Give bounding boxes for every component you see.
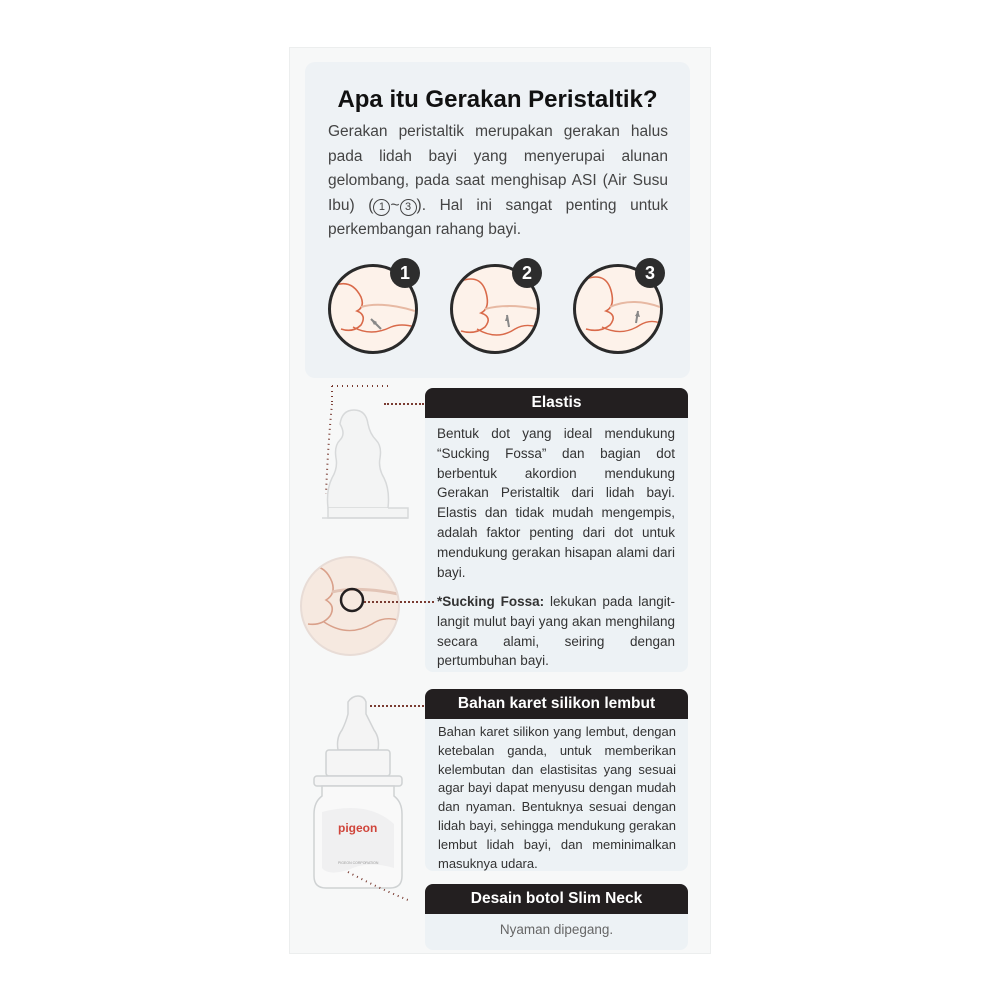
section-header-slimneck: Desain botol Slim Neck [425,884,688,914]
bottle-illustration [308,692,408,932]
silikon-body: Bahan karet silikon yang lembut, dengan ketebalan ganda, untuk memberikan kelembutan dan elastisitas yang sesuai agar bayi dapat menyusu dengan mudah dan nyaman. Bentuknya sesuai dengan lidah bayi, sehingga mendukung gerakan lembut lidah bayi, dan meminimalkan masuknya udara. [438,724,676,871]
intro-text: Gerakan peristaltik merupakan gerakan halus pada lidah bayi yang menyerupai alunan gelombang, pada saat menghisap ASI (Air Susu Ibu) ( 1 ~ 3 ). Hal ini sangat penting untuk perkembangan rahang bayi. [328,123,668,239]
step-2-illustration [450,258,546,358]
sucking-fossa-note: *Sucking Fossa: lekukan pada langit-langit mulut bayi yang akan menghilang secara alami, seiring dengan pertumbuhan bayi. [437,594,675,669]
leader-line [384,403,424,405]
step-1-illustration [328,258,424,358]
brand-logo: pigeon [338,821,378,835]
step-number: 1 [390,258,420,288]
circled-number-3: 3 [400,199,417,216]
page-title: Apa itu Gerakan Peristaltik? [337,86,658,113]
step-number: 2 [512,258,542,288]
elastis-body: Bentuk dot yang ideal mendukung “Sucking Fossa” dan bagian dot berbentuk akordion mendukung Gerakan Peristaltik dari lidah bayi. Elastis dan tidak mudah mengempis, adalah faktor penting dari dot untuk mendukung gerakan hisapan alami dari bayi. [437,426,675,580]
sucking-fossa-illustration [300,556,400,656]
note-label: *Sucking Fossa: [437,594,545,609]
step-number: 3 [635,258,665,288]
leader-line [364,601,434,603]
maker-text: PIGEON CORPORATION [338,861,379,865]
nipple-illustration [298,384,414,528]
circled-number-1: 1 [373,199,390,216]
section-header-silikon: Bahan karet silikon lembut [425,689,688,719]
step-3-illustration [573,258,669,358]
slimneck-body: Nyaman dipegang. [499,922,614,937]
section-header-elastis: Elastis [425,388,688,418]
